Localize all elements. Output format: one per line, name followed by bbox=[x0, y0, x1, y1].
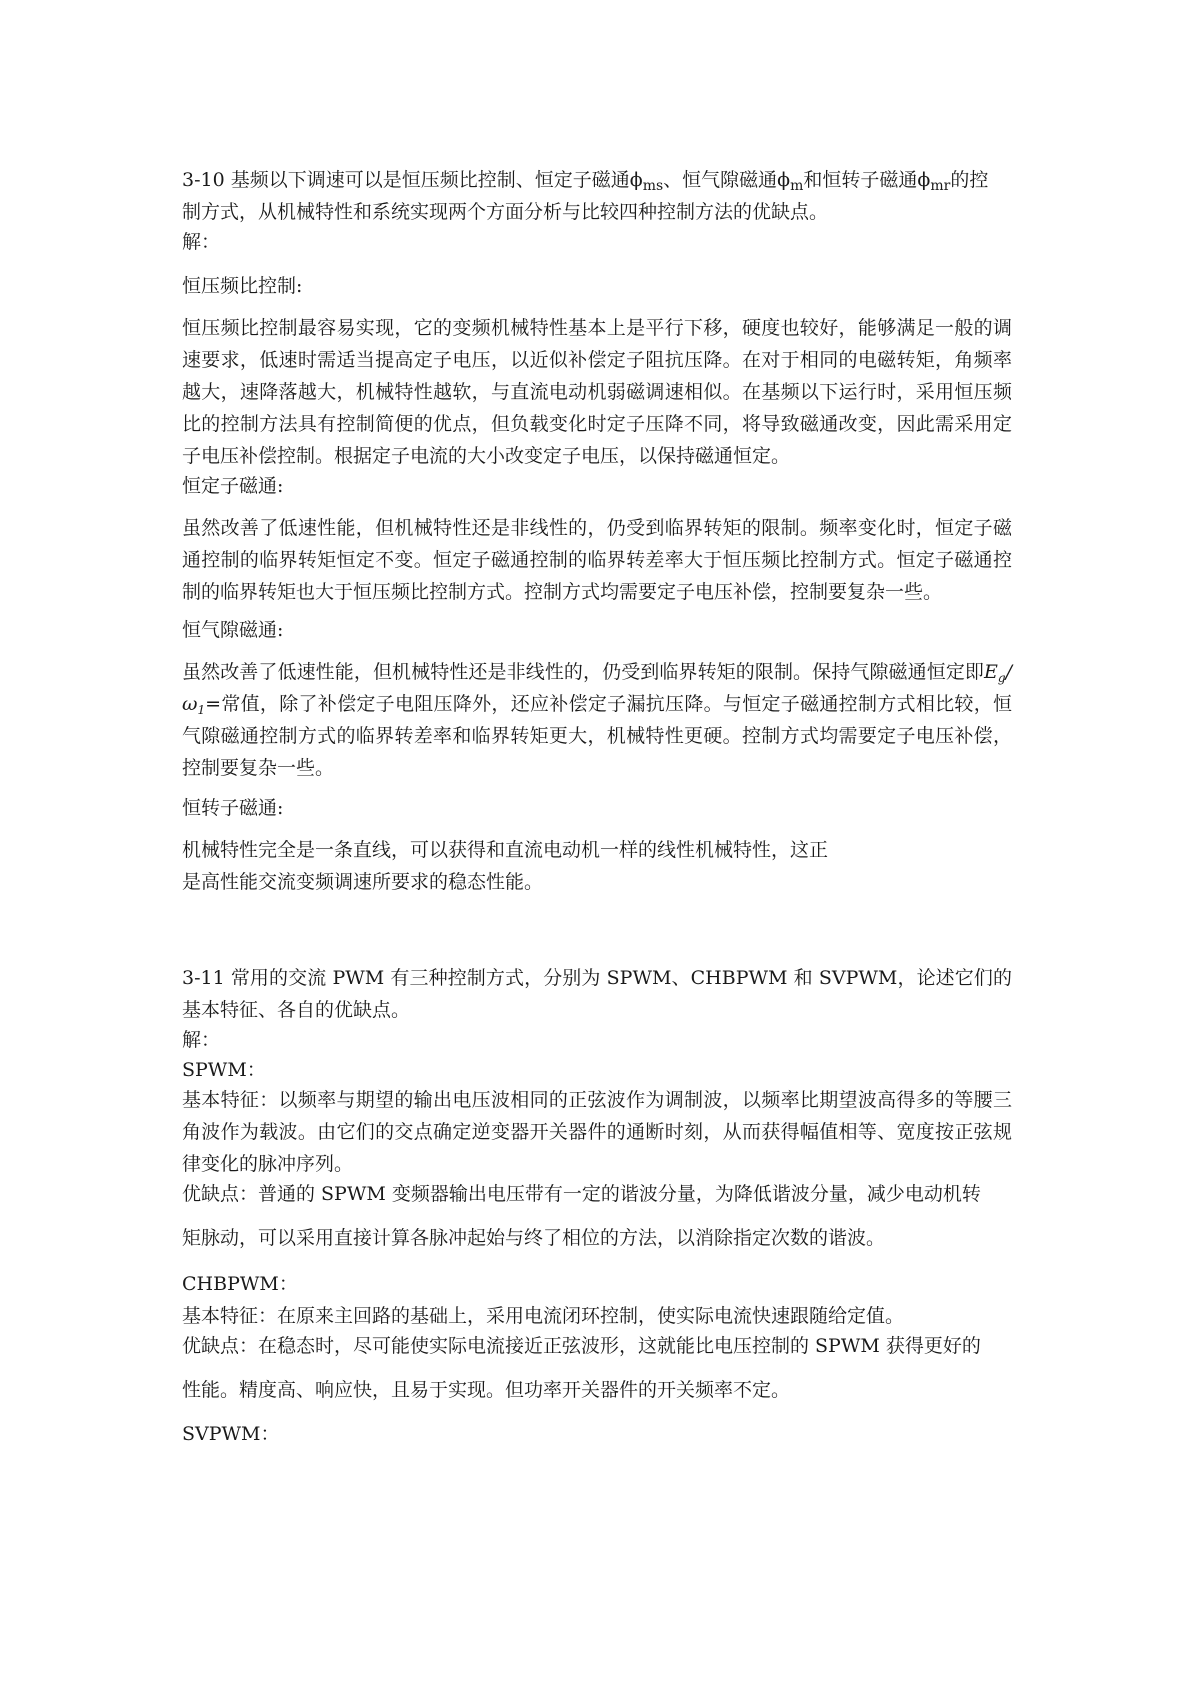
q310-text-d: 的控 bbox=[950, 169, 989, 191]
paragraph-constant-stator-flux: 虽然改善了低速性能，但机械特性还是非线性的，仍受到临界转矩的限制。频率变化时，恒定子磁通控制的临界转矩恒定不变。恒定子磁通控制的临界转差率大于恒压频比控制方式。恒定子磁通控制的临界转矩也大于恒压频比控制方式。控制方式均需要定子电压补偿，控制要复杂一些。 bbox=[182, 517, 1012, 603]
heading-constant-vf: 恒压频比控制: bbox=[182, 275, 303, 297]
formula-sub-1: 1 bbox=[197, 703, 206, 717]
airgap-text-a: 虽然改善了低速性能，但机械特性还是非线性的，仍受到临界转矩的限制。保持气隙磁通恒定即 bbox=[182, 661, 985, 683]
subscript-m: m bbox=[790, 178, 804, 194]
formula-slash-omega: /ω bbox=[182, 661, 1012, 715]
rotor-flux-line2: 是高性能交流变频调速所要求的稳态性能。 bbox=[182, 871, 544, 893]
heading-spwm: SPWM： bbox=[182, 1059, 266, 1081]
q310-line2: 制方式，从机械特性和系统实现两个方面分析与比较四种控制方法的优缺点。 bbox=[182, 201, 829, 223]
subscript-mr: mr bbox=[930, 178, 951, 194]
heading-svpwm: SVPWM： bbox=[182, 1423, 280, 1445]
chbpwm-basic-features: 基本特征：在原来主回路的基础上，采用电流闭环控制，使实际电流快速跟随给定值。 bbox=[182, 1305, 905, 1327]
q310-text-a: 3-10 基频以下调速可以是恒压频比控制、恒定子磁通 bbox=[182, 169, 630, 191]
q310-text-b: 、恒气隙磁通 bbox=[663, 169, 778, 191]
q310-line1 bbox=[182, 164, 1012, 196]
heading-chbpwm: CHBPWM： bbox=[182, 1273, 298, 1295]
heading-constant-stator-flux: 恒定子磁通: bbox=[182, 475, 284, 497]
spwm-basic-features: 基本特征：以频率与期望的输出电压波相同的正弦波作为调制波，以频率比期望波高得多的等腰三角波作为载波。由它们的交点确定逆变器开关器件的通断时刻，从而获得幅值相等、宽度按正弦规律变化的脉冲序列。 bbox=[182, 1089, 1012, 1175]
formula-sub-g: g bbox=[997, 671, 1006, 685]
formula-e: E bbox=[984, 661, 998, 683]
paragraph-constant-vf: 恒压频比控制最容易实现，它的变频机械特性基本上是平行下移，硬度也较好，能够满足一般的调速要求，低速时需适当提高定子电压，以近似补偿定子阻抗压降。在对于相同的电磁转矩，角频率越大，速降落越大，机械特性越软，与直流电动机弱磁调速相似。在基频以下运行时，采用恒压频比的控制方法具有控制简便的优点，但负载变化时定子压降不同，将导致磁通改变，因此需采用定子电压补偿控制。根据定子电流的大小改变定子电压，以保持磁通恒定。 bbox=[182, 317, 1012, 467]
phi-symbol: ϕ bbox=[917, 169, 931, 191]
phi-symbol: ϕ bbox=[777, 169, 791, 191]
chbpwm-pros-cons-line1: 优缺点：在稳态时，尽可能使实际电流接近正弦波形，这就能比电压控制的 SPWM 获得更好的 bbox=[182, 1335, 981, 1357]
subscript-ms: ms bbox=[642, 178, 664, 194]
q310-answer-label: 解： bbox=[182, 231, 221, 253]
heading-constant-airgap-flux: 恒气隙磁通: bbox=[182, 619, 284, 641]
chbpwm-pros-cons-line2: 性能。精度高、响应快，且易于实现。但功率开关器件的开关频率不定。 bbox=[182, 1379, 791, 1401]
airgap-text-b: =常值，除了补偿定子电阻压降外，还应补偿定子漏抗压降。与恒定子磁通控制方式相比较，恒气隙磁通控制方式的临界转差率和临界转矩更大，机械特性更硬。控制方式均需要定子电压补偿，控制要复杂一些。 bbox=[182, 693, 1012, 779]
q310-text-c: 和恒转子磁通 bbox=[803, 169, 918, 191]
spwm-pros-cons-line2: 矩脉动，可以采用直接计算各脉冲起始与终了相位的方法，以消除指定次数的谐波。 bbox=[182, 1227, 886, 1249]
heading-constant-rotor-flux: 恒转子磁通: bbox=[182, 797, 284, 819]
rotor-flux-line1: 机械特性完全是一条直线，可以获得和直流电动机一样的线性机械特性，这正 bbox=[182, 839, 829, 861]
q311-answer-label: 解： bbox=[182, 1029, 221, 1051]
phi-symbol: ϕ bbox=[629, 169, 643, 191]
q311-question: 3-11 常用的交流 PWM 有三种控制方式，分别为 SPWM、CHBPWM 和 SVPWM，论述它们的基本特征、各自的优缺点。 bbox=[182, 967, 1012, 1021]
paragraph-constant-airgap-flux bbox=[182, 656, 1012, 784]
spwm-pros-cons-line1: 优缺点：普通的 SPWM 变频器输出电压带有一定的谐波分量，为降低谐波分量，减少电动机转 bbox=[182, 1183, 981, 1205]
